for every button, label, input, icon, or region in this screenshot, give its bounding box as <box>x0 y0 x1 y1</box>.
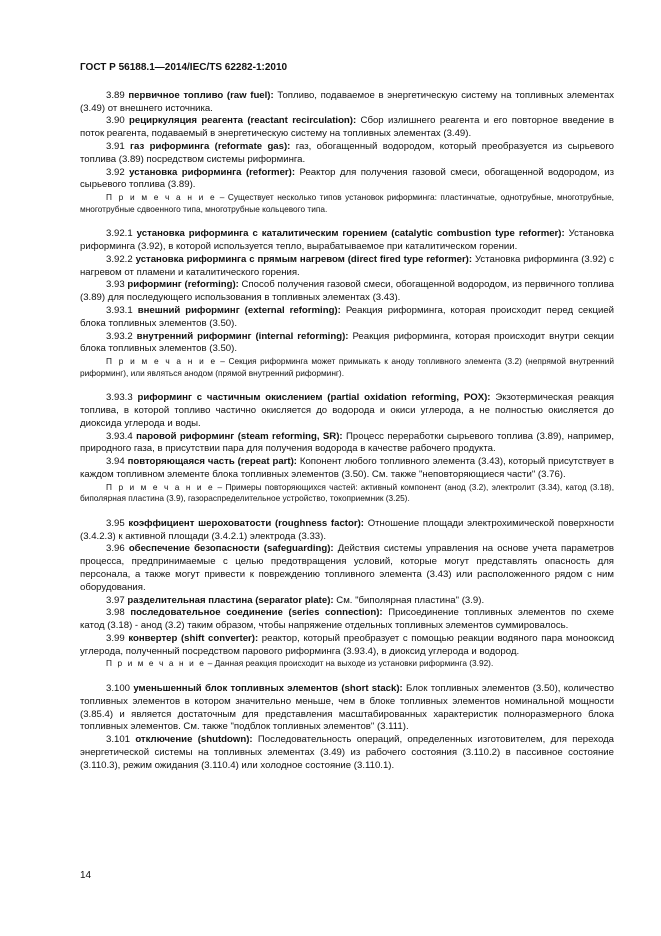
definition-entry <box>80 456 614 482</box>
entry-definition: Действия системы управления на основе учета параметров процесса, предпринимаемые с целью предотвращения условий, которые могут представлять опасность для персонала, а также могут привести к повреждению топливного элемента (3.43) или расположенного рядом с ним оборудования. <box>80 543 614 593</box>
entry-term: внутренний риформинг (internal reforming): <box>136 330 349 342</box>
entry-number: 3.101 <box>106 734 131 746</box>
entry-term: риформинг (reforming): <box>127 279 239 291</box>
entry-term: уменьшенный блок топливных элементов (short stack): <box>133 682 403 694</box>
note-label: П р и м е ч а н и е <box>106 658 206 669</box>
entry-definition: Реактор для получения газовой смеси, обогащенной водородом, из сырьевого топлива (3.89). <box>80 166 614 191</box>
entry-number: 3.93.1 <box>106 304 133 316</box>
definition-entry <box>80 392 614 430</box>
section-gap <box>80 379 614 392</box>
entry-term: рециркуляция реагента (reactant recirculation): <box>129 115 357 127</box>
entry-definition: Присоединение топливных элементов по схеме катод (3.18) - анод (3.2) таким образом, чтобы напряжение отдельных топливных элементов суммировалось. <box>80 607 615 632</box>
note-label: П р и м е ч а н и е <box>106 481 215 492</box>
entry-term: последовательное соединение (series connection): <box>130 607 383 619</box>
note-text: – Примеры повторяющихся частей: активный компонент (анод (3.2), электролит (3.34), катод (3.18), биполярная пластина (3.9), газораспределительное устройство, токоприемник (3.25). <box>80 481 615 504</box>
definition-entry <box>80 279 614 305</box>
note-label: П р и м е ч а н и е <box>106 356 217 367</box>
entry-definition: Сбор излишнего реагента и его повторное введение в поток реагента, подаваемый в энергетическую систему на топливных элементах (3.49). <box>80 115 614 140</box>
entry-term: внешний риформинг (external reforming): <box>137 304 341 316</box>
entry-term: коэффициент шероховатости (roughness factor): <box>128 517 364 529</box>
entry-number: 3.95 <box>106 517 125 529</box>
definition-entry <box>80 115 614 141</box>
entry-definition: газ, обогащенный водородом, который преобразуется из сырьевого топлива (3.89) посредством системы риформинга. <box>80 140 615 165</box>
entry-term: установка риформинга с каталитическим горением (catalytic combustion type reformer): <box>136 228 565 240</box>
entry-term: газ риформинга (reformate gas): <box>130 140 291 152</box>
definition-entry <box>80 431 614 457</box>
entry-definition: реактор, который преобразует с помощью реакции водяного пара монооксид углерода, полученный посредством парового риформинга (3.93.4), в диоксид углерода и водород. <box>80 632 614 657</box>
section-gap <box>80 215 614 228</box>
entry-definition: Топливо, подаваемое в энергетическую систему на топливных элементах (3.49) от внешнего источника. <box>80 89 615 114</box>
entry-number: 3.93.3 <box>106 392 133 404</box>
entry-number: 3.93 <box>106 279 125 291</box>
entry-number: 3.93.4 <box>106 430 133 442</box>
entry-number: 3.91 <box>106 140 125 152</box>
page-number: 14 <box>80 870 92 881</box>
definition-entry <box>80 518 614 544</box>
note-text: – Данная реакция происходит на выходе из установки риформинга (3.92). <box>205 658 494 669</box>
entries-list <box>80 90 614 773</box>
entry-definition: Кoпонент любого топливного элемента (3.43), который присутствует в каждом топливном элементе блока топливных элементов (3.50). См. также "неповторяющиеся части" (3.76). <box>80 456 614 480</box>
entry-term: отключение (shutdown): <box>135 734 253 746</box>
entry-number: 3.92.2 <box>106 253 133 265</box>
document-page <box>80 62 614 773</box>
entry-definition: Отношение площади электрохимической поверхности (3.4.2.3) к активной площади (3.4.2.1) электрода (3.33). <box>80 517 614 542</box>
entry-definition: См. "биполярная пластина" (3.9). <box>333 594 485 606</box>
entry-definition: Установка риформинга (3.92) с нагревом от пламени и каталитического горения. <box>80 253 614 278</box>
note-text: – Секция риформинга может примыкать к аноду топливного элемента (3.2) (непрямой внутренний риформинг), или являться анодом (прямой внутренний риформинг). <box>80 356 614 378</box>
entry-definition: Блок топливных элементов (3.50), количество топливных элементов в котором значительно меньше, чем в блоке топливных элементов номинальной мощности (3.85.4) и является достаточным для представления масштабированных характеристик полноразмерного блока топливных элементов. См. также "подблок топливных элементов" (3.111). <box>80 682 614 733</box>
definition-entry <box>80 167 614 193</box>
entry-number: 3.97 <box>106 594 125 606</box>
entry-term: обеспечение безопасности (safeguarding): <box>128 543 334 555</box>
note <box>80 658 614 670</box>
entry-number: 3.92.1 <box>106 228 133 240</box>
entry-definition: Реакция риформинга, которая происходит перед секцией блока топливных элементов (3.50). <box>80 304 615 329</box>
entry-definition: Процесс переработки сырьевого топлива (3.89), например, природного газа, в присутствии пара для получения водорода в качестве рабочего продукта. <box>80 430 615 455</box>
entry-number: 3.94 <box>106 456 125 468</box>
definition-entry <box>80 90 614 116</box>
definition-entry <box>80 141 614 167</box>
entry-definition: Реакция риформинга, которая происходит внутри секции блока топливных элементов (3.50). <box>80 330 614 355</box>
entry-number: 3.100 <box>106 682 131 694</box>
entry-term: установка риформинга с прямым нагревом (direct fired type reformer): <box>135 253 473 265</box>
entry-definition: Установка риформинга (3.92), в которой используется тепло, вырабатываемое при каталитическом горении. <box>80 228 614 252</box>
entry-term: первичное топливо (raw fuel): <box>128 89 274 101</box>
entry-number: 3.96 <box>106 543 125 555</box>
definition-entry <box>80 305 614 331</box>
definition-entry <box>80 683 614 734</box>
definition-entry <box>80 228 614 254</box>
definition-entry <box>80 254 614 280</box>
document-header: ГОСТ Р 56188.1—2014/IEC/TS 62282-1:2010 <box>80 62 288 73</box>
note-label: П р и м е ч а н и е <box>106 192 217 203</box>
entry-definition: Последовательность операций, определенных изготовителем, для перехода энергетической системы на топливных элементах (3.49) из рабочего состояния (3.110.2) в пассивное состояние (3.110.3), режим ожидания (3.110.4) или холодное состояние (3.110.1). <box>80 734 614 771</box>
entry-term: разделительная пластина (separator plate): <box>127 594 334 606</box>
entry-number: 3.93.2 <box>106 330 133 342</box>
section-gap <box>80 670 614 683</box>
note-text: – Существует несколько типов установок риформинга: пластинчатые, однотрубные, многотрубные, многотрубные сдвоенного типа, многотрубные кольцевого типа. <box>80 192 614 214</box>
entry-term: повторяющаяся часть (repeat part): <box>127 456 297 468</box>
entry-definition: Экзотермическая реакция топлива, в которой топливо частично окисляется до водорода и окиси углерода, а не полностью окисляется до диоксида углерода и воды. <box>80 392 614 429</box>
note <box>80 192 614 215</box>
entry-term: риформинг с частичным окислением (partial oxidation reforming, POX): <box>137 392 491 404</box>
definition-entry <box>80 607 614 633</box>
section-gap <box>80 505 614 518</box>
entry-number: 3.99 <box>106 632 125 644</box>
entry-number: 3.89 <box>106 89 125 101</box>
entry-number: 3.98 <box>106 607 125 619</box>
entry-definition: Способ получения газовой смеси, обогащенной водородом, из первичного топлива (3.89) для последующего использования в топливных элементах (3.43). <box>80 279 614 304</box>
note <box>80 482 614 505</box>
definition-entry <box>80 543 614 594</box>
entry-number: 3.90 <box>106 115 125 127</box>
note <box>80 356 614 379</box>
entry-number: 3.92 <box>106 166 125 178</box>
entry-term: установка риформинга (reformer): <box>129 166 296 178</box>
entry-term: паровой риформинг (steam reforming, SR): <box>136 430 343 442</box>
definition-entry <box>80 595 614 608</box>
entry-term: конвертер (shift converter): <box>128 632 259 644</box>
definition-entry <box>80 633 614 659</box>
definition-entry <box>80 331 614 357</box>
definition-entry <box>80 734 614 772</box>
